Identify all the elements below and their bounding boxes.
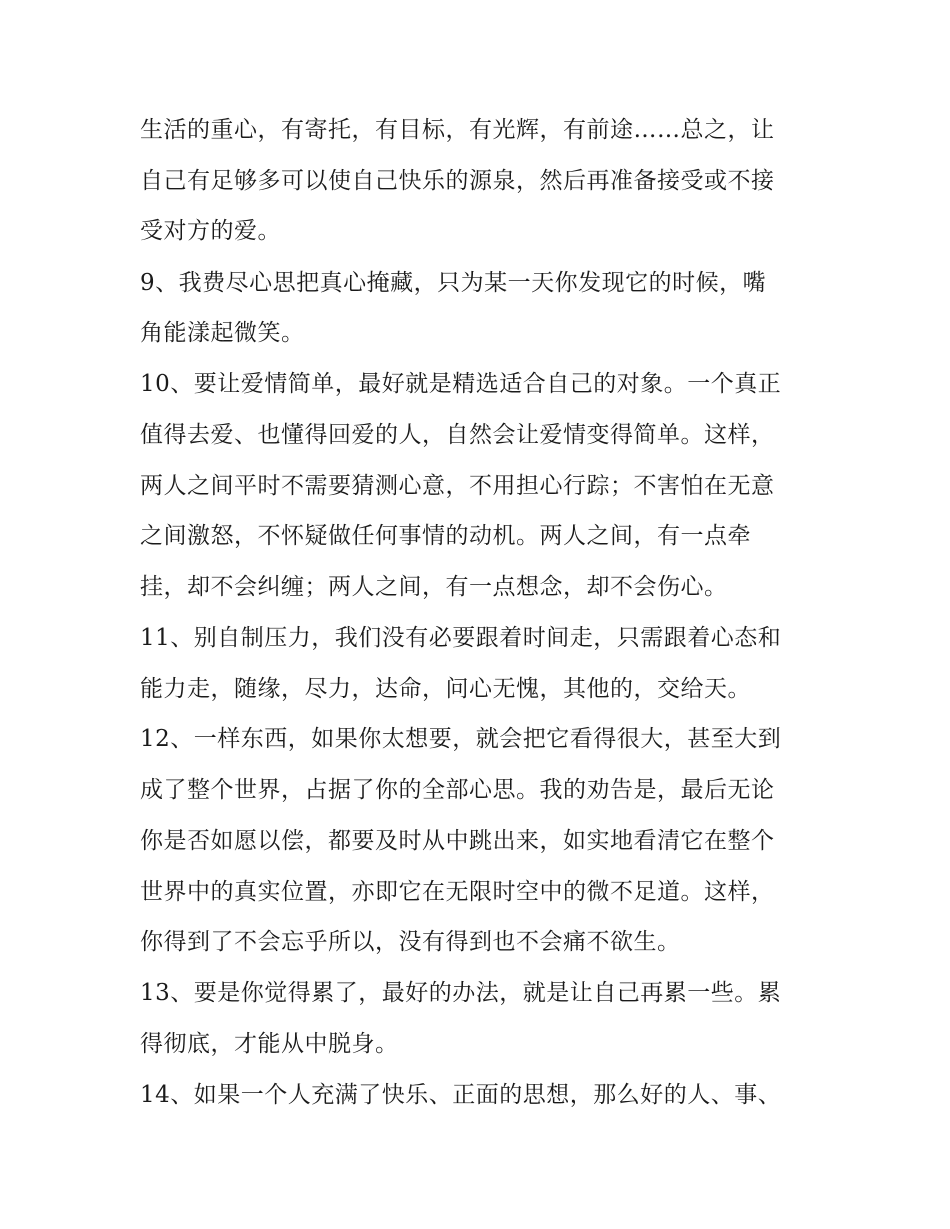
text-line: 挂，却不会纠缠；两人之间，有一点想念，却不会伤心。 xyxy=(140,574,728,600)
text-line: 受对方的爱。 xyxy=(140,218,281,244)
text-line: 之间激怒，不怀疑做任何事情的动机。两人之间，有一点牵 xyxy=(140,523,751,549)
text-line: 自己有足够多可以使自己快乐的源泉，然后再准备接受或不接 xyxy=(140,168,775,194)
text-line: 14、如果一个人充满了快乐、正面的思想，那么好的人、事、 xyxy=(140,1082,782,1108)
text-line: 10、要让爱情简单，最好就是精选适合自己的对象。一个真正 xyxy=(140,371,782,397)
text-line: 值得去爱、也懂得回爱的人，自然会让爱情变得简单。这样， xyxy=(140,422,775,448)
text-line: 世界中的真实位置，亦即它在无限时空中的微不足道。这样， xyxy=(140,879,775,905)
text-line: 9、我费尽心思把真心掩藏，只为某一天你发现它的时候，嘴 xyxy=(140,270,767,296)
text-line: 角能漾起微笑。 xyxy=(140,320,305,346)
text-line: 12、一样东西，如果你太想要，就会把它看得很大，甚至大到 xyxy=(140,726,782,752)
text-line: 11、别自制压力，我们没有必要跟着时间走，只需跟着心态和 xyxy=(140,625,782,651)
text-line: 你是否如愿以偿，都要及时从中跳出来，如实地看清它在整个 xyxy=(140,828,775,854)
text-line: 得彻底，才能从中脱身。 xyxy=(140,1031,399,1057)
text-line: 能力走，随缘，尽力，达命，问心无愧，其他的，交给天。 xyxy=(140,676,751,702)
text-line: 你得到了不会忘乎所以，没有得到也不会痛不欲生。 xyxy=(140,929,681,955)
text-line: 两人之间平时不需要猜测心意，不用担心行踪；不害怕在无意 xyxy=(140,473,775,499)
text-line: 成了整个世界，占据了你的全部心思。我的劝告是，最后无论 xyxy=(140,777,775,803)
text-line: 生活的重心，有寄托，有目标，有光辉，有前途……总之，让 xyxy=(140,117,775,143)
text-line: 13、要是你觉得累了，最好的办法，就是让自己再累一些。累 xyxy=(140,980,782,1006)
